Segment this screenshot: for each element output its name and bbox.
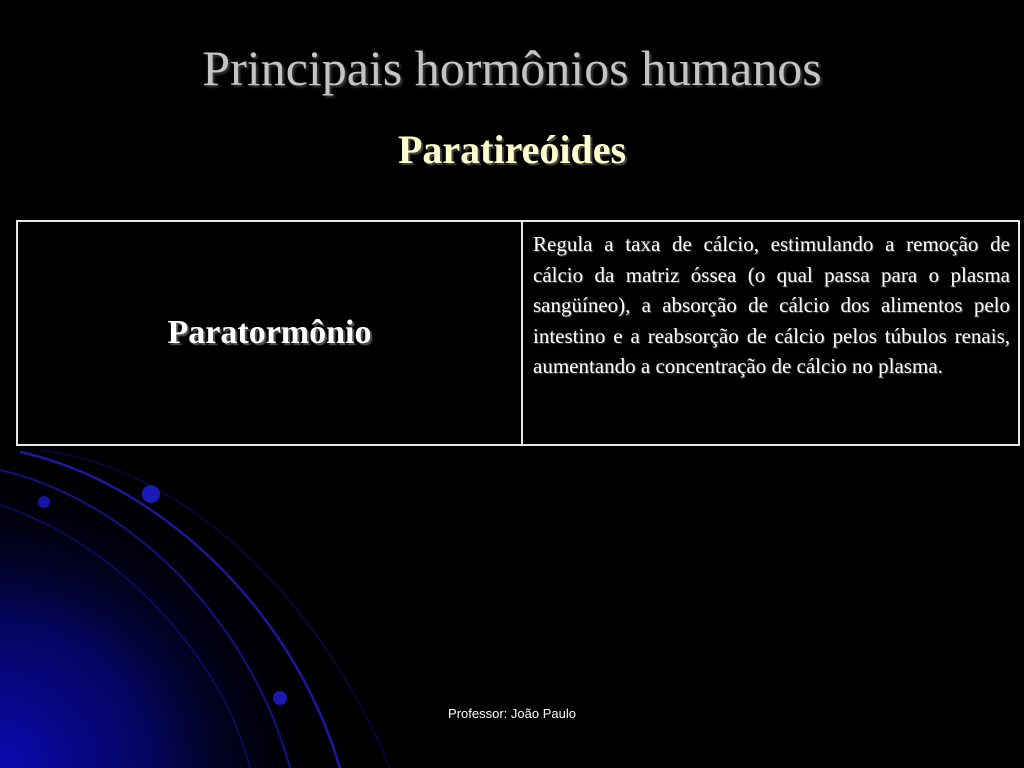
- table-cell-description: [523, 222, 1018, 444]
- decor-dot-large: [142, 485, 160, 503]
- hormone-table: [16, 220, 1020, 446]
- swirl-arc-2: [0, 470, 290, 768]
- swirl-arc-3: [0, 505, 250, 768]
- hormone-description: Regula a taxa de cálcio, estimulando a remoção de cálcio da matriz óssea (o qual passa para o plasma sangüíneo), a absorção de cálcio dos alimentos pelo intestino e a reabsorção de cálcio pelos túbulos renais, aumentando a concentração de cálcio no plasma.: [533, 232, 1010, 379]
- slide-title: Principais hormônios humanos: [202, 40, 822, 96]
- slide-subtitle: Paratireóides: [397, 127, 627, 172]
- decor-dot-bottom: [273, 691, 287, 705]
- hormone-name: Paratormônio: [167, 314, 372, 351]
- decor-dot-small: [38, 496, 50, 508]
- footer-professor: Professor: João Paulo: [448, 706, 576, 721]
- table-cell-hormone: [18, 222, 523, 444]
